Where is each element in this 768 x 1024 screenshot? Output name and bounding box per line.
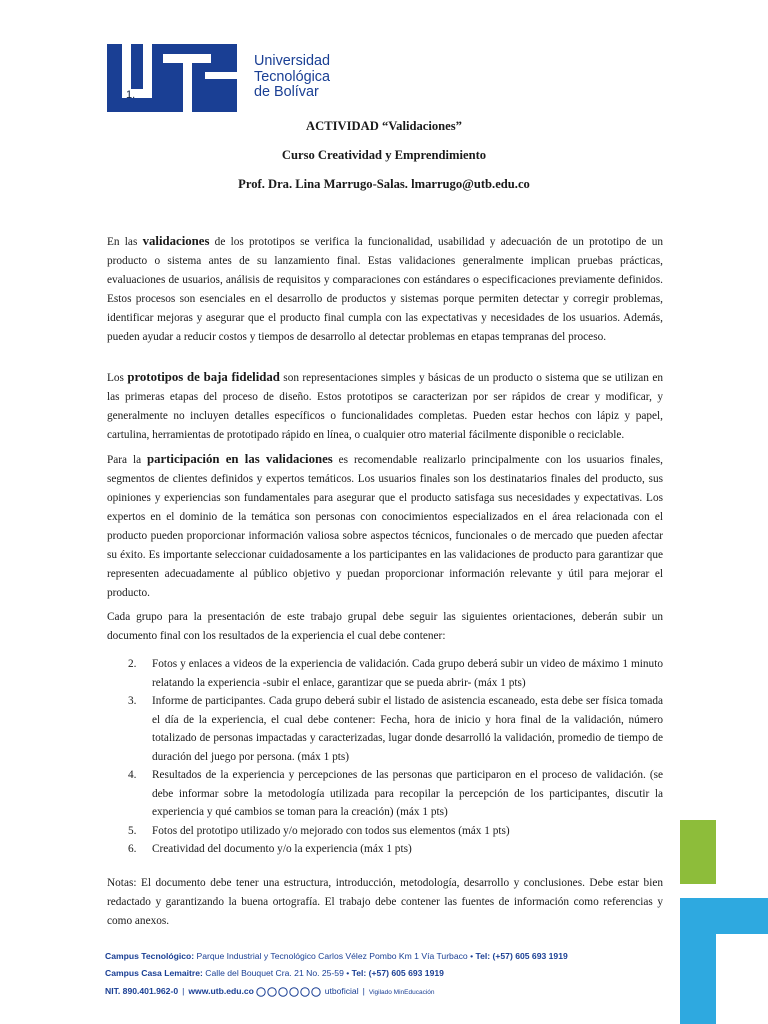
paragraph-validaciones xyxy=(107,232,663,347)
nit: NIT. 890.401.962-0 xyxy=(105,986,179,996)
campus1-tel: Tel: (+57) 605 693 1919 xyxy=(475,951,568,961)
university-name-line-2: Tecnológica xyxy=(254,68,330,85)
footer-contact: NIT. 890.401.962-0 | www.utb.edu.co utboficial | Vigilado MinEducación xyxy=(105,986,435,996)
university-name-line-1: Universidad xyxy=(254,53,330,69)
facebook-icon xyxy=(279,988,287,996)
social-icons xyxy=(256,987,322,997)
footer-campus-lemaitre xyxy=(105,968,444,978)
youtube-icon xyxy=(312,988,320,996)
p1-after: de los prototipos se verifica la funcionalidad, usabilidad y adecuación de un prototipo de un producto o sistema antes de su lanzamiento final. Estas validaciones generalmente implican pruebas prácticas, evaluaciones de usuarios, análisis de requisitos y comparaciones con estándares o especificaciones previamente definidos. Estos procesos son esenciales en el desarrollo de productos y sistemas porque permiten detectar y corregir problemas, identificar mejoras y asegurar que el producto final cumpla con las expectativas y necesidades de los usuarios. Además, pueden ayudar a reducir costos y tiempos de desarrollo al detectar problemas en etapas tempranas del proceso. xyxy=(107,236,663,343)
website-link[interactable]: www.utb.edu.co xyxy=(188,986,254,996)
keyword-prototipos: prototipos de baja fidelidad xyxy=(127,370,280,384)
list-item xyxy=(107,822,663,841)
paragraph-participacion xyxy=(107,450,663,603)
list-item-text: Creatividad del documento y/o la experiencia (máx 1 pts) xyxy=(152,843,412,855)
social-handle[interactable]: utboficial xyxy=(324,986,359,996)
linkedin-icon xyxy=(257,988,265,996)
list-item-number: 3. xyxy=(128,695,137,707)
list-item xyxy=(107,766,663,822)
decorative-cyan-bracket-side xyxy=(680,934,716,1024)
list-item-text: Fotos y enlaces a videos de la experiencia de validación. Cada grupo deberá subir un video de máximo 1 minuto relatando la experiencia -subir el enlace, garantizar que se pueda abrir- (máx 1 pts) xyxy=(152,658,663,689)
professor-line: Prof. Dra. Lina Marrugo-Salas. lmarrugo@utb.edu.co xyxy=(238,177,530,191)
instagram-icon xyxy=(290,988,298,996)
tiktok-icon xyxy=(301,988,309,996)
page-number: 1. xyxy=(126,89,136,101)
keyword-validaciones: validaciones xyxy=(142,234,210,248)
list-item-text: Resultados de la experiencia y percepciones de las personas que participaron en el proceso de validación. (se debe informar sobre la metodología utilizada para recopilar la percepción de los participantes, discutir la experiencia y qué cambios se toman para la creación) (máx 1 pts) xyxy=(152,769,663,818)
campus2-address: Calle del Bouquet Cra. 21 No. 25-59 • xyxy=(202,968,352,978)
course-title: Curso Creatividad y Emprendimiento xyxy=(281,148,487,162)
list-item-text: Fotos del prototipo utilizado y/o mejorado con todos sus elementos (máx 1 pts) xyxy=(152,824,510,837)
list-item xyxy=(107,655,663,692)
university-name-line-3: de Bolívar xyxy=(254,84,319,100)
p1-before: En las xyxy=(107,236,143,248)
campus2-tel: Tel: (+57) 605 693 1919 xyxy=(351,968,444,978)
campus2-label: Campus Casa Lemaitre: xyxy=(105,968,203,978)
p2-before: Los xyxy=(107,372,128,384)
list-item xyxy=(107,692,663,766)
list-item xyxy=(107,840,663,859)
list-item-text: Informe de participantes. Cada grupo deberá subir el listado de asistencia escaneado, esta debe ser física tomada el día de la experiencia, el cual debe contener: Fecha, hora de inicio y hora final de la validación, número totalizado de personas impactadas y caracterizadas, lugar donde desarrolló la validación, promedio de tiempo de duración del juego por persona. (máx 1 pts) xyxy=(152,695,663,763)
list-item-number: 6. xyxy=(128,843,137,855)
keyword-participacion: participación en las validaciones xyxy=(146,452,333,466)
campus1-address: Parque Industrial y Tecnológico Carlos Vélez Pombo Km 1 Vía Turbaco • xyxy=(194,951,476,961)
decorative-cyan-bracket-top xyxy=(680,898,768,934)
campus1-label: Campus Tecnológico: xyxy=(105,951,195,961)
requirements-list xyxy=(107,655,663,859)
p3-after: es recomendable realizarlo principalmente con los usuarios finales, segmentos de clientes definidos y expertos temáticos. Los usuarios finales son los destinatarios finales del producto, sus opiniones y experiencias son fundamentales para asegurar que el producto satisfaga sus necesidades y expectativas. Los expertos en el dominio de la temática son personas con conocimientos especializados en el área relacionada con el producto pueden proporcionar información valiosa sobre aspectos técnicos, funcionales o de mercado que pueden afectar su éxito. Es importante seleccionar cuidadosamente a los participantes en las validaciones de producto para garantizar que representen adecuadamente al público objetivo y puedan proporcionar información relevante y útil para mejorar el producto. xyxy=(107,454,664,599)
university-name xyxy=(254,54,330,101)
utb-logo xyxy=(107,44,237,112)
activity-title: ACTIVIDAD “Validaciones” xyxy=(306,119,462,133)
p2-after: son representaciones simples y básicas de un producto o sistema que se utilizan en las primeras etapas del proceso de diseño. Estos prototipos se caracterizan por ser rápidos de crear y modificar, y generalmente no incluyen detalles específicos o funcionalidades completas. Pueden estar hechos con lápiz y papel, cartulina, herramientas de prototipado rápido en línea, o cualquier otro material fácilmente disponible o reciclable. xyxy=(107,372,663,441)
list-item-number: 5. xyxy=(128,824,137,837)
list-item-number: 4. xyxy=(128,769,137,781)
notes-paragraph: Notas: El documento debe tener una estructura, introducción, metodología, desarrollo y conclusiones. Debe estar bien redactado y garantizando la buena ortografía. El trabajo debe contener las fuentes de información como referencias y como anexos. xyxy=(107,877,663,927)
decorative-green-square xyxy=(680,820,716,884)
paragraph-prototipos xyxy=(107,368,663,445)
paragraph-orientaciones: Cada grupo para la presentación de este trabajo grupal debe seguir las siguientes orientaciones, deberán subir un documento final con los resultados de la experiencia el cual debe contener: xyxy=(107,611,663,642)
list-item-number: 2. xyxy=(128,658,137,670)
x-icon xyxy=(268,988,276,996)
p3-before: Para la xyxy=(107,454,147,466)
vigilado-label: Vigilado MinEducación xyxy=(368,989,435,996)
footer-campus-tecnologico xyxy=(105,951,568,961)
